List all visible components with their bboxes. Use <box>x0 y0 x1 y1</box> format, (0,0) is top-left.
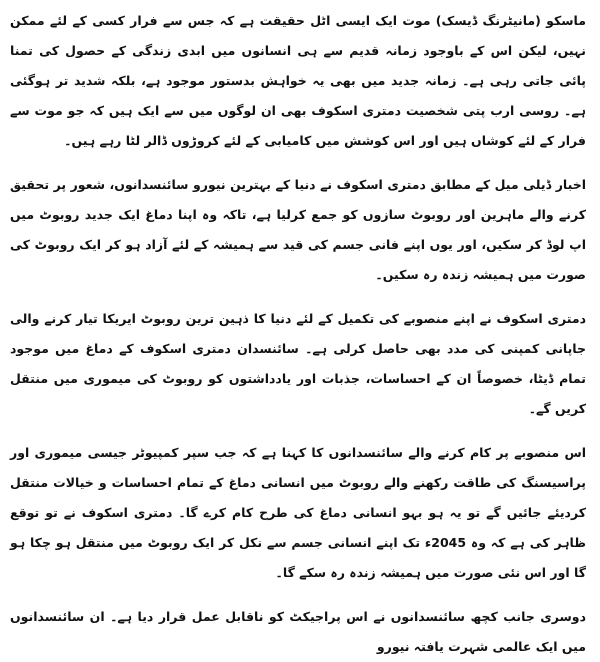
article-paragraph-4: اس منصوبے پر کام کرنے والے سائنسدانوں کا کہنا ہے کہ جب سپر کمپیوٹر جیسی میموری اور پراسیسنگ کی طاقت رکھنے والے روبوٹ میں انسانی دماغ کے تمام احساسات و خیالات منتقل کردیئے جائیں گے تو یہ ہو بہو انسانی دماغ کی طرح کام کرے گا۔ دمتری اسکوف نے تو توقع ظاہر کی ہے کہ وہ 2045ء تک اپنے انسانی جسم سے نکل کر ایک روبوٹ میں منتقل ہو چکا ہو گا اور اس نئی صورت میں ہمیشہ زندہ رہ سکے گا۔ <box>10 445 587 580</box>
article-paragraph-1: ماسکو (مانیٹرنگ ڈیسک) موت ایک ایسی اٹل حقیقت ہے کہ جس سے فرار کسی کے لئے ممکن نہیں، لیکن اس کے باوجود زمانہ قدیم سے ہی انسانوں میں ابدی زندگی کے حصول کی تمنا پائی جاتی رہی ہے۔ زمانہ جدید میں بھی یہ خواہش بدستور موجود ہے، بلکہ شدید تر ہوگئی ہے۔ روسی ارب پتی شخصیت دمتری اسکوف بھی ان لوگوں میں سے ایک ہیں کہ جو موت سے فرار کے لئے کوشاں ہیں اور اس کوشش میں کامیابی کے لئے کروڑوں ڈالر لٹا رہے ہیں۔ <box>10 13 586 148</box>
article-paragraph-3: دمتری اسکوف نے اپنے منصوبے کی تکمیل کے لئے دنیا کا ذہین ترین روبوٹ ایریکا تیار کرنے والی جاپانی کمپنی کی مدد بھی حاصل کرلی ہے۔ سائنسدان دمتری اسکوف کے دماغ میں موجود تمام ڈیٹا، خصوصاً ان کے احساسات، جذبات اور یادداشتوں کو روبوٹ کی میموری میں منتقل کریں گے۔ <box>10 311 586 416</box>
article-paragraph-2: اخبار ڈیلی میل کے مطابق دمتری اسکوف نے دنیا کے بہترین نیورو سائنسدانوں، شعور پر تحقیق کرنے والے ماہرین اور روبوٹ سازوں کو جمع کرلیا ہے، تاکہ وہ اپنا دماغ ایک جدید روبوٹ میں اپ لوڈ کر سکیں، اور یوں اپنے فانی جسم کی قید سے ہمیشہ کے لئے آزاد ہو کر ایک روبوٹ کی صورت میں ہمیشہ زندہ رہ سکیں۔ <box>10 177 586 282</box>
article-paragraph-5: دوسری جانب کچھ سائنسدانوں نے اس پراجیکٹ کو ناقابل عمل قرار دیا ہے۔ ان سائنسدانوں میں ایک عالمی شہرت یافتہ نیورو <box>10 609 586 654</box>
